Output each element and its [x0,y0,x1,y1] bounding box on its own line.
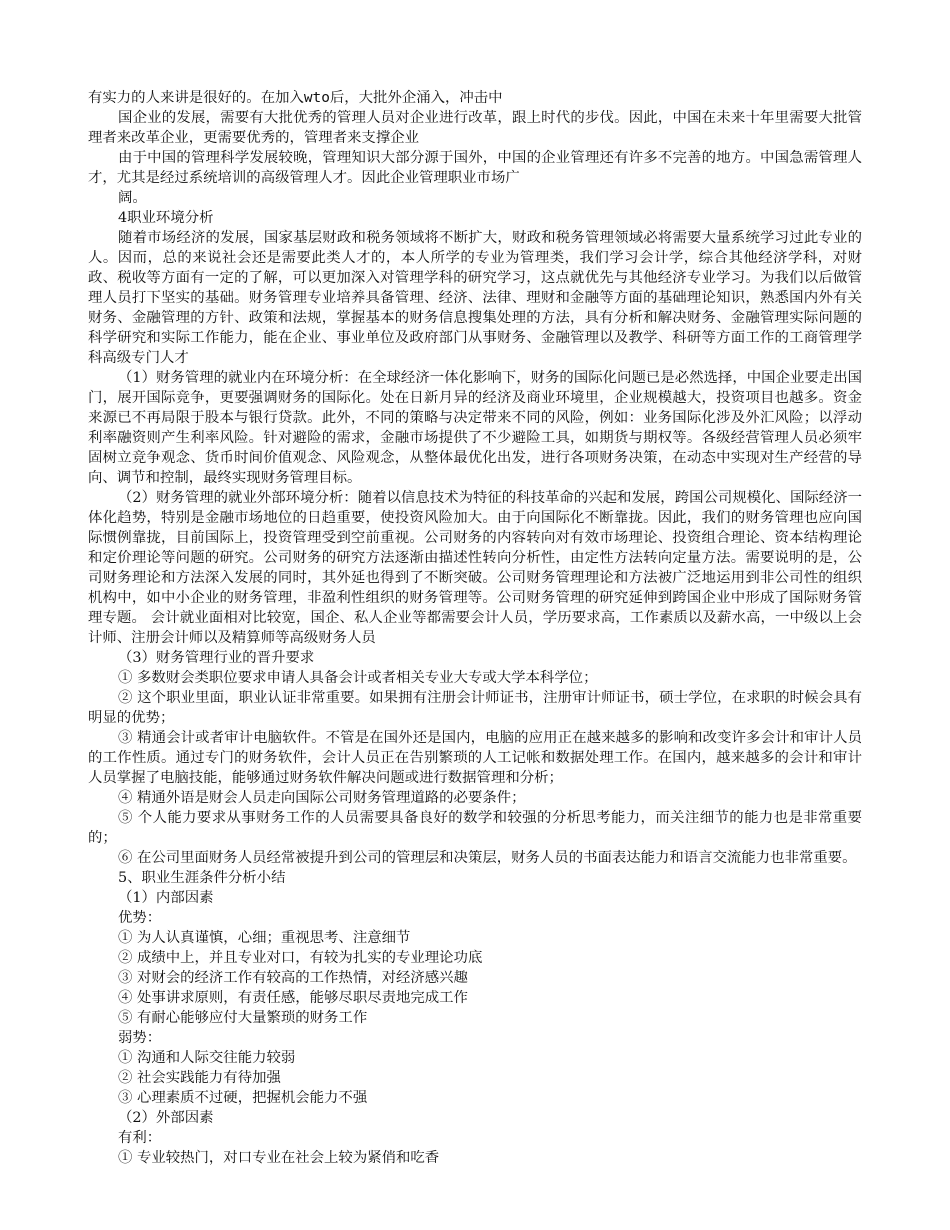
weakness-item: ③ 心理素质不过硬，把握机会能力不强 [118,1090,368,1106]
paragraph-intro-2: 国企业的发展，需要有大批优秀的管理人员对企业进行改革，跟上时代的步伐。因此，中国在未来十年里需要大批管理者来改革企业，更需要优秀的，管理者来支撑企业 [88,110,862,146]
strength-item: ② 成绩中上，并且专业对口，有较为扎实的专业理论功底 [118,950,483,966]
section-4-paragraph-external-env: （2）财务管理的就业外部环境分析：随着以信息技术为特征的科技革命的兴起和发展，跨国公司规模化、国际经济一体化趋势，特别是金融市场地位的日趋重要，使投资风险加大。由于向国际化不断靠拢。因此，我们的财务管理也应向国际惯例靠拢，目前国际上，投资管理受到空前重视。公司财务的内容转向对有效市场理论、投资组合理论、资本结构理论和定价理论等问题的研究。公司财务的研究方法逐渐由描述性转向分析性，由定性方法转向定量方法。需要说明的是，公司财务理论和方法深入发展的同时，其外延也得到了不断突破。公司财务管理理论和方法被广泛地运用到非公司性的组织机构中，如中小企业的财务管理，非盈利性组织的财务管理等。公司财务管理的研究延伸到跨国企业中形成了国际财务管理专题。 会计就业面相对比较宽，国企、私人企业等都需要会计人员，学历要求高，工作素质以及薪水高，一中级以上会计师、注册会计师以及精算师等高级财务人员 [88,490,862,646]
weaknesses-label: 弱势： [118,1030,162,1046]
paragraph-intro-1 [88,88,862,108]
requirements-heading: （3）财务管理行业的晋升要求 [118,650,315,666]
weakness-item: ② 社会实践能力有待加强 [118,1070,281,1086]
wto-term: wto [303,90,330,106]
favorable-label: 有利： [118,1130,162,1146]
requirement-item: ④ 精通外语是财会人员走向国际公司财务管理道路的必要条件； [118,790,526,806]
section-4-heading: 4职业环境分析 [118,210,214,226]
strength-item: ④ 处事讲求原则，有责任感，能够尽职尽责地完成工作 [118,990,468,1006]
requirement-item: ① 多数财会类职位要求申请人具备会计或者相关专业大专或大学本科学位； [118,670,598,686]
section-4-paragraph-1: 随着市场经济的发展，国家基层财政和税务领域将不断扩大，财政和税务管理领域必将需要大量系统学习过此专业的人。因而，总的来说社会还是需要此类人才的，本人所学的专业为管理类，我们学习会计学，综合其他经济学科，对财政、税收等方面有一定的了解，可以更加深入对管理学科的研究学习，这点就优先与其他经济专业学习。为我们以后做管理人员打下坚实的基础。财务管理专业培养具备管理、经济、法律、理财和金融等方面的基础理论知识，熟悉国内外有关财务、金融管理的方针、政策和法规，掌握基本的财务信息搜集处理的方法，具有分析和解决财务、金融管理实际问题的科学研究和实际工作能力，能在企业、事业单位及政府部门从事财务、金融管理以及教学、科研等方面工作的工商管理学科高级专门人才 [88,230,862,366]
intro-text-part-2: 后，大批外企涌入，冲击中 [329,90,503,106]
strengths-label: 优势： [118,910,162,926]
strength-item: ① 为人认真谨慎，心细；重视思考、注意细节 [118,930,411,946]
requirement-item: ③ 精通会计或者审计电脑软件。不管是在国外还是国内，电脑的应用正在越来越多的影响和改变许多会计和审计人员的工作性质。通过专门的财务软件，会计人员正在告别繁琐的人工记帐和数据处理工作。在国内，越来越多的会计和审计人员掌握了电脑技能，能够通过财务软件解决问题或进行数据管理和分析； [88,730,862,786]
strength-item: ③ 对财会的经济工作有较高的工作热情，对经济感兴趣 [118,970,468,986]
external-factors-heading: （2）外部因素 [118,1110,214,1126]
internal-factors-heading: （1）内部因素 [118,890,214,906]
strength-item: ⑤ 有耐心能够应付大量繁琐的财务工作 [118,1010,368,1026]
requirement-item: ② 这个职业里面，职业认证非常重要。如果拥有注册会计师证书，注册审计师证书，硕士学位，在求职的时候会具有明显的优势； [88,690,862,726]
paragraph-intro-3: 由于中国的管理科学发展较晚，管理知识大部分源于国外，中国的企业管理还有许多不完善的地方。中国急需管理人才，尤其是经过系统培训的高级管理人才。因此企业管理职业市场广 [88,150,862,186]
requirement-item: ⑥ 在公司里面财务人员经常被提升到公司的管理层和决策层，财务人员的书面表达能力和语言交流能力也非常重要。 [118,850,857,866]
weakness-item: ① 沟通和人际交往能力较弱 [118,1050,296,1066]
intro-text-part-1: 有实力的人来讲是很好的。在加入 [88,90,304,106]
section-4-paragraph-internal-env: （1）财务管理的就业内在环境分析：在全球经济一体化影响下，财务的国际化问题已是必然选择，中国企业要走出国门，展开国际竞争，更要强调财务的国际化。处在日新月异的经济及商业环境里，企业规模越大，投资项目也越多。资金来源已不再局限于股本与银行贷款。此外，不同的策略与决定带来不同的风险，例如：业务国际化涉及外汇风险；以浮动利率融资则产生利率风险。针对避险的需求，金融市场提供了不少避险工具，如期货与期权等。各级经营管理人员必须牢固树立竞争观念、货币时间价值观念、风险观念，从整体最优化出发，进行各项财务决策，在动态中实现对生产经营的导向、调节和控制，最终实现财务管理目标。 [88,370,862,486]
paragraph-intro-4: 阔。 [118,190,147,206]
requirement-item: ⑤ 个人能力要求从事财务工作的人员需要具备良好的数学和较强的分析思考能力，而关注细节的能力也是非常重要的； [88,810,862,846]
section-5-heading: 5、职业生涯条件分析小结 [118,870,286,886]
favorable-item: ① 专业较热门，对口专业在社会上较为紧俏和吃香 [118,1150,440,1166]
